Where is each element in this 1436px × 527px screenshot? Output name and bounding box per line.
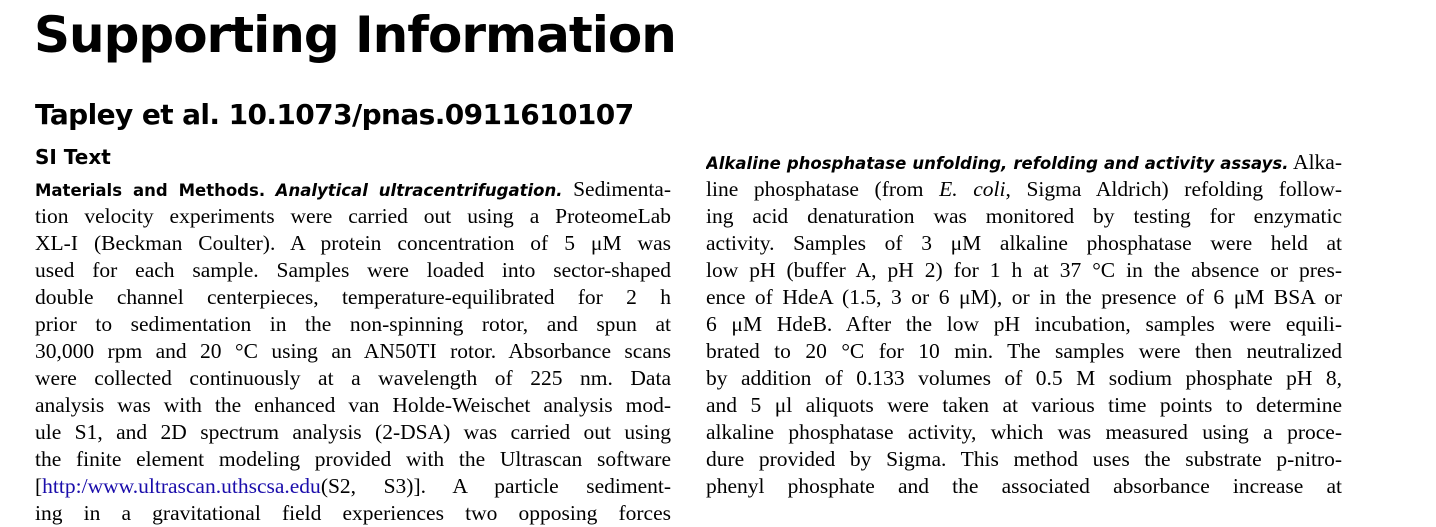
text-fragment: Alka- <box>1293 150 1342 174</box>
paragraph-line <box>706 176 1342 203</box>
paragraph-line <box>35 176 671 203</box>
paragraph-line: alkaline phosphatase activity, which was measured using a proce- <box>706 420 1342 444</box>
text-fragment: (S2, S3)]. A particle sediment- <box>320 474 671 498</box>
right-column <box>706 149 1342 500</box>
paragraph-line: phenyl phosphate and the associated absorbance increase at <box>706 474 1342 498</box>
authors-doi: Tapley et al. 10.1073/pnas.0911610107 <box>35 98 634 131</box>
subsection-heading: Analytical ultracentrifugation. <box>275 181 563 200</box>
text-fragment: [ <box>35 474 43 498</box>
text-fragment: , Sigma Aldrich) refolding follow- <box>1005 177 1342 201</box>
paragraph-line: brated to 20 °C for 10 min. The samples were then neutralized <box>706 339 1342 363</box>
text-fragment: line phosphatase (from <box>706 177 924 201</box>
paragraph-line: XL-I (Beckman Coulter). A protein concentration of 5 μM was <box>35 231 671 255</box>
ultrascan-link[interactable]: http:/www.ultrascan.uthscsa.edu <box>42 474 321 498</box>
paragraph-line: ule S1, and 2D spectrum analysis (2-DSA) was carried out using <box>35 420 671 444</box>
paragraph-line <box>706 149 1342 176</box>
paragraph-line: low pH (buffer A, pH 2) for 1 h at 37 °C in the absence or pres- <box>706 258 1342 282</box>
paragraph-line: by addition of 0.133 volumes of 0.5 M sodium phosphate pH 8, <box>706 366 1342 390</box>
paragraph-line: prior to sedimentation in the non-spinning rotor, and spun at <box>35 312 671 336</box>
paragraph-line: 6 μM HdeB. After the low pH incubation, samples were equili- <box>706 312 1342 336</box>
paragraph-line: were collected continuously at a wavelength of 225 nm. Data <box>35 366 671 390</box>
paragraph-line: tion velocity experiments were carried out using a ProteomeLab <box>35 204 671 228</box>
paragraph-line: 30,000 rpm and 20 °C using an AN50TI rotor. Absorbance scans <box>35 339 671 363</box>
paragraph-line: and 5 μl aliquots were taken at various time points to determine <box>706 393 1342 417</box>
paragraph-line: ing acid denaturation was monitored by testing for enzymatic <box>706 204 1342 228</box>
section-heading: Materials and Methods. <box>35 181 266 200</box>
paragraph-line: analysis was with the enhanced van Holde-Weischet analysis mod- <box>35 393 671 417</box>
paragraph-line: double channel centerpieces, temperature-equilibrated for 2 h <box>35 285 671 309</box>
left-column <box>35 176 671 527</box>
paragraph-line: ing in a gravitational field experiences two opposing forces <box>35 501 671 525</box>
page-title: Supporting Information <box>34 6 676 64</box>
paragraph-line: ence of HdeA (1.5, 3 or 6 μM), or in the presence of 6 μM BSA or <box>706 285 1342 309</box>
species-name: E. coli <box>939 177 1006 201</box>
paragraph-line: dure provided by Sigma. This method uses the substrate p-nitro- <box>706 447 1342 471</box>
section-label: SI Text <box>35 145 111 169</box>
paragraph-line: used for each sample. Samples were loaded into sector-shaped <box>35 258 671 282</box>
paragraph-line: activity. Samples of 3 μM alkaline phosphatase were held at <box>706 231 1342 255</box>
paragraph-line: the finite element modeling provided with the Ultrascan software <box>35 447 671 471</box>
text-fragment: Sedimenta- <box>573 177 671 201</box>
subsection-heading: Alkaline phosphatase unfolding, refolding and activity assays. <box>706 154 1289 173</box>
